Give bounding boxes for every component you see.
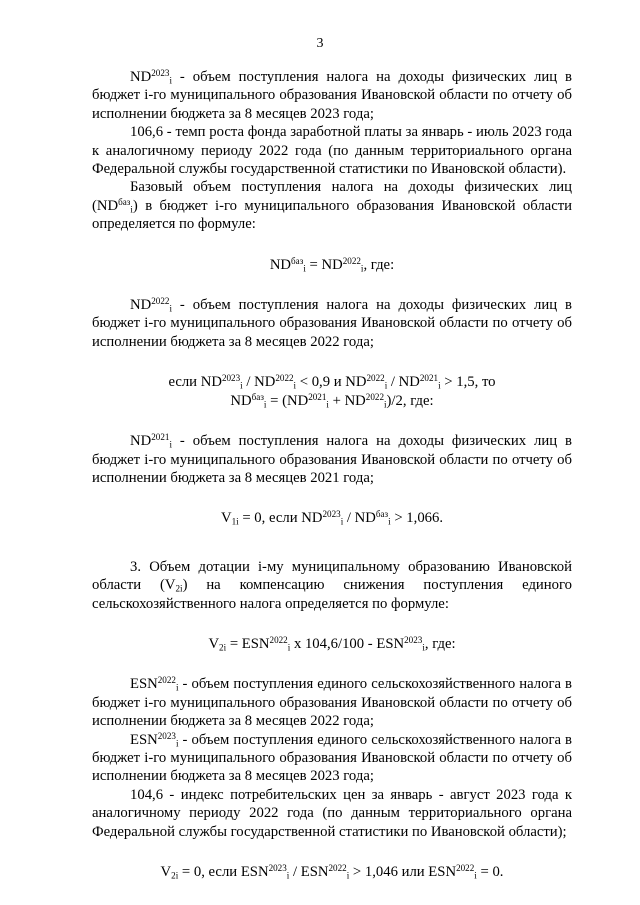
document-body <box>92 68 572 881</box>
paragraph-cpi-index: 104,6 - индекс потребительских цен за январь - август 2023 года к аналогичному периоду 2022 года (по данным территориального органа Федеральной службы государственной статистики по Ивановской области); <box>92 786 572 840</box>
formula-v2: $V_{2i} = ESN^{2022}_i$ x $104,6/100 - ESN^{2023}_i$, где: <box>208 634 456 653</box>
paragraph-section-3: 3. Объем дотации i-му муниципальному образованию Ивановской области $(V_{2i})$ на компенсацию снижения поступления единого сельскохозяйственного налога определяется по формуле: <box>92 558 572 612</box>
paragraph-esn2022-definition: $ESN^{2022}_i$ - объем поступления единого сельскохозяйственного налога в бюджет i-го муниципального образования Ивановской области по отчету об исполнении бюджета за 8 месяцев 2022 года; <box>92 675 572 730</box>
paragraph-nd2021-definition: $ND^{2021}_i$ - объем поступления налога на доходы физических лиц в бюджет i-го муниципального образования Ивановской области по отчету об исполнении бюджета за 8 месяцев 2021 года; <box>92 432 572 486</box>
paragraph-base-volume-intro: Базовый объем поступления налога на доходы физических лиц $(ND^{баз}_i)$ в бюджет i-го муниципального образования Ивановской области определяется по формуле: <box>92 179 572 233</box>
paragraph-nd2022-definition: $ND^{2022}_i$ - объем поступления налога на доходы физических лиц в бюджет i-го муниципального образования Ивановской области по отчету об исполнении бюджета за 8 месяцев 2022 года; <box>92 296 572 350</box>
page-number: 3 <box>316 36 324 51</box>
formula-v2-zero: $V_{2i} = 0$, если $ESN^{2023}_i / ESN^{2022}_i > 1,046$ или $ESN^{2022}_i = 0$. <box>160 863 504 881</box>
formula-nd-base: $ND^{баз}_i = ND^{2022}_i$, где: <box>269 255 395 274</box>
formula-condition: если $ND^{2023}_i / ND^{2022}_i < 0,9$ и $ND^{2022}_i / ND^{2021}_i > 1,5$, то <box>168 373 496 391</box>
formula-v1-zero: $V_{1i} = 0$, если $ND^{2023}_i / ND^{баз}_i > 1,066$. <box>220 509 444 528</box>
paragraph-esn2023-definition: $ESN^{2023}_i$ - объем поступления единого сельскохозяйственного налога в бюджет i-го муниципального образования Ивановской области по отчету об исполнении бюджета за 8 месяцев 2023 года; <box>92 730 572 785</box>
paragraph-wage-growth: 106,6 - темп роста фонда заработной платы за январь - июль 2023 года к аналогичному периоду 2022 года (по данным территориального органа Федеральной службы государственной статистики по Ивановской области). <box>92 124 572 178</box>
paragraph-nd2023-definition: $ND^{2023}_i$ - объем поступления налога на доходы физических лиц в бюджет i-го муниципального образования Ивановской области по отчету об исполнении бюджета за 8 месяцев 2023 года; <box>92 68 572 122</box>
formula-nd-base-average: $ND^{баз}_i = (ND^{2021}_i + ND^{2022}_i)/2$, где: <box>230 391 434 410</box>
